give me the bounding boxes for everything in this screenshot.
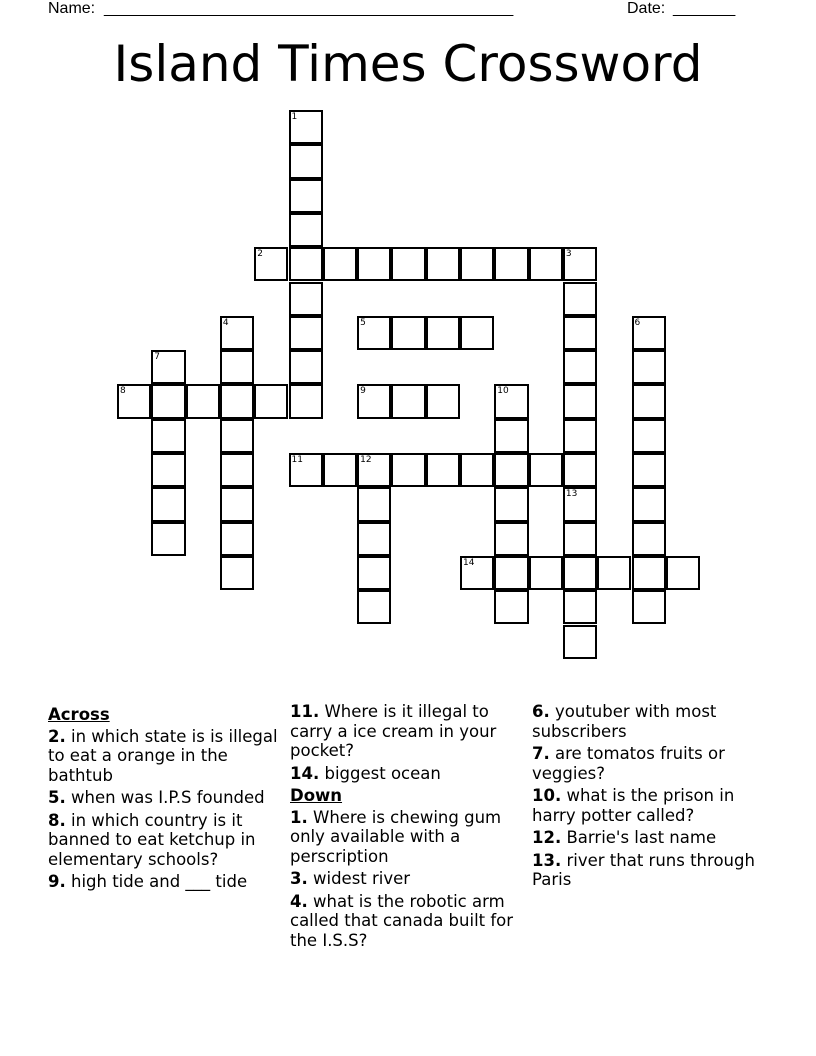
clue-number: 13 (565, 489, 578, 500)
crossword-cell[interactable] (391, 316, 425, 350)
clue-item (290, 702, 525, 761)
crossword-cell[interactable] (529, 556, 563, 590)
crossword-cell[interactable] (632, 556, 666, 590)
crossword-cell[interactable] (151, 419, 185, 453)
crossword-cell[interactable] (426, 247, 460, 281)
crossword-cell[interactable] (186, 384, 220, 418)
crossword-cell[interactable] (563, 384, 597, 418)
clues-heading: Across (48, 705, 110, 724)
clue-item-text: what is the robotic arm called that canada built for the I.S.S? (290, 891, 514, 950)
clue-number: 4 (222, 317, 229, 328)
crossword-cell[interactable] (563, 522, 597, 556)
clue-item-text: what is the prison in harry potter called? (532, 786, 735, 825)
crossword-cell[interactable] (151, 350, 185, 384)
clue-item-number: 4. (290, 891, 308, 911)
crossword-cell[interactable] (391, 247, 425, 281)
crossword-cell[interactable] (151, 384, 185, 418)
crossword-cell[interactable] (494, 247, 528, 281)
crossword-cell[interactable] (357, 247, 391, 281)
crossword-cell[interactable] (632, 453, 666, 487)
crossword-cell[interactable] (632, 487, 666, 521)
clue-number: 5 (360, 317, 366, 328)
crossword-cell[interactable] (494, 453, 528, 487)
clue-item-number: 1. (290, 807, 308, 827)
crossword-cell[interactable] (494, 590, 528, 624)
clue-item (532, 851, 767, 890)
clue-number: 11 (291, 455, 303, 465)
crossword-cell[interactable] (460, 453, 494, 487)
crossword-cell[interactable] (563, 487, 597, 521)
crossword-cell[interactable] (426, 384, 460, 418)
crossword-cell[interactable] (460, 316, 494, 350)
crossword-cell[interactable] (563, 453, 597, 487)
crossword-cell[interactable] (529, 247, 563, 281)
crossword-cell[interactable] (220, 487, 254, 521)
crossword-cell[interactable] (254, 247, 288, 281)
crossword-cell[interactable] (391, 453, 425, 487)
crossword-cell[interactable] (563, 350, 597, 384)
crossword-cell[interactable] (632, 522, 666, 556)
crossword-cell[interactable] (289, 213, 323, 247)
clue-item-text: river that runs through Paris (532, 850, 755, 889)
crossword-cell[interactable] (460, 247, 494, 281)
crossword-cell[interactable] (220, 522, 254, 556)
clue-item (290, 808, 525, 867)
clue-item (532, 744, 767, 783)
clue-item-text: biggest ocean (324, 763, 441, 783)
crossword-cell[interactable] (220, 384, 254, 418)
clue-item-number: 14. (290, 763, 320, 783)
clue-item-number: 5. (48, 788, 66, 807)
crossword-cell[interactable] (494, 384, 528, 418)
name-label: Name: (48, 0, 96, 17)
clue-item (532, 828, 767, 848)
clue-item-text: in which country is it banned to eat ketchup in elementary schools? (48, 810, 256, 869)
crossword-cell[interactable] (494, 556, 528, 590)
clue-item-number: 6. (532, 702, 550, 721)
clue-number: 10 (497, 386, 509, 397)
clue-number: 12 (360, 455, 372, 465)
crossword-cell[interactable] (632, 316, 666, 350)
crossword-cell[interactable] (289, 282, 323, 316)
crossword-cell[interactable] (289, 453, 323, 487)
crossword-cell[interactable] (357, 522, 391, 556)
clue-item-number: 8. (48, 810, 66, 830)
crossword-cell[interactable] (220, 316, 254, 350)
crossword-cell[interactable] (632, 384, 666, 418)
clue-item-number: 10. (532, 786, 562, 805)
crossword-cell[interactable] (426, 453, 460, 487)
clue-item-text: widest river (313, 869, 411, 888)
crossword-cell[interactable] (289, 144, 323, 178)
crossword-cell[interactable] (494, 487, 528, 521)
crossword-cell[interactable] (632, 350, 666, 384)
crossword-cell[interactable] (220, 350, 254, 384)
crossword-cell[interactable] (151, 522, 185, 556)
page-title: Island Times Crossword (113, 35, 703, 93)
clue-item (290, 764, 525, 784)
crossword-cell[interactable] (289, 247, 323, 281)
crossword-cell[interactable] (357, 556, 391, 590)
date-label: Date: (627, 0, 666, 17)
crossword-cell[interactable] (289, 384, 323, 418)
clue-item-text: youtuber with most subscribers (532, 702, 717, 741)
clue-item (48, 788, 283, 808)
date-field[interactable]: _______ (673, 0, 736, 17)
crossword-cell[interactable] (597, 556, 631, 590)
clue-item-text: Where is it illegal to carry a ice cream in your pocket? (290, 702, 497, 760)
clue-item (48, 727, 283, 786)
crossword-cell[interactable] (117, 384, 151, 418)
crossword-cell[interactable] (357, 453, 391, 487)
crossword-cell[interactable] (289, 179, 323, 213)
crossword-cell[interactable] (391, 384, 425, 418)
crossword-cell[interactable] (220, 556, 254, 590)
clue-item (532, 702, 767, 741)
clues-column-3 (532, 702, 767, 893)
crossword-cell[interactable] (460, 556, 494, 590)
crossword-cell[interactable] (289, 110, 323, 144)
clue-item-text: are tomatos fruits or veggies? (532, 744, 725, 783)
crossword-cell[interactable] (563, 282, 597, 316)
clue-item-number: 13. (532, 850, 562, 870)
clues-column-2 (290, 702, 525, 953)
clues-heading: Down (290, 786, 343, 805)
crossword-cell[interactable] (220, 419, 254, 453)
name-field[interactable]: ______________________________________________ (104, 0, 514, 17)
clue-item (290, 869, 525, 889)
crossword-cell[interactable] (151, 487, 185, 521)
crossword-cell[interactable] (494, 522, 528, 556)
clue-item (48, 872, 283, 892)
clue-number: 1 (291, 112, 298, 122)
clues-column-1 (48, 702, 283, 895)
crossword-cell[interactable] (632, 590, 666, 624)
crossword-cell[interactable] (632, 419, 666, 453)
crossword-cell[interactable] (254, 384, 288, 418)
clue-item-text: Where is chewing gum only available with a perscription (290, 807, 502, 866)
clue-item (532, 786, 767, 825)
clue-item-text: when was I.P.S founded (71, 788, 265, 807)
clue-number: 3 (565, 249, 572, 260)
clue-number: 9 (360, 386, 366, 397)
clue-number: 2 (257, 249, 263, 260)
crossword-cell[interactable] (426, 316, 460, 350)
crossword-cell[interactable] (563, 556, 597, 590)
clue-item (48, 811, 283, 870)
crossword-cell[interactable] (357, 487, 391, 521)
crossword-cell[interactable] (323, 247, 357, 281)
clue-item (290, 892, 525, 951)
crossword-cell[interactable] (357, 384, 391, 418)
crossword-cell[interactable] (357, 316, 391, 350)
crossword-cell[interactable] (666, 556, 700, 590)
clue-item-text: Barrie's last name (566, 828, 717, 847)
crossword-cell[interactable] (563, 625, 597, 659)
clue-item-number: 3. (290, 869, 308, 888)
crossword-cell[interactable] (529, 453, 563, 487)
crossword-cell[interactable] (563, 247, 597, 281)
crossword-cell[interactable] (494, 419, 528, 453)
clue-item-number: 11. (290, 702, 320, 721)
clue-item-text: in which state is is illegal to eat a orange in the bathtub (48, 726, 278, 785)
crossword-cell[interactable] (220, 453, 254, 487)
clue-item-number: 7. (532, 744, 550, 763)
clue-number: 6 (634, 317, 641, 328)
crossword-cell[interactable] (563, 316, 597, 350)
crossword-cell[interactable] (289, 316, 323, 350)
clue-item-number: 12. (532, 828, 562, 847)
clue-number: 8 (120, 386, 126, 397)
clue-number: 7 (154, 352, 161, 363)
clue-number: 14 (463, 557, 475, 568)
crossword-cell[interactable] (289, 350, 323, 384)
crossword-cell[interactable] (563, 419, 597, 453)
clue-item-number: 2. (48, 726, 66, 746)
clue-item-text: high tide and ___ tide (71, 872, 248, 891)
clue-item-number: 9. (48, 872, 66, 891)
crossword-cell[interactable] (151, 453, 185, 487)
crossword-cell[interactable] (323, 453, 357, 487)
crossword-cell[interactable] (357, 590, 391, 624)
crossword-cell[interactable] (563, 590, 597, 624)
